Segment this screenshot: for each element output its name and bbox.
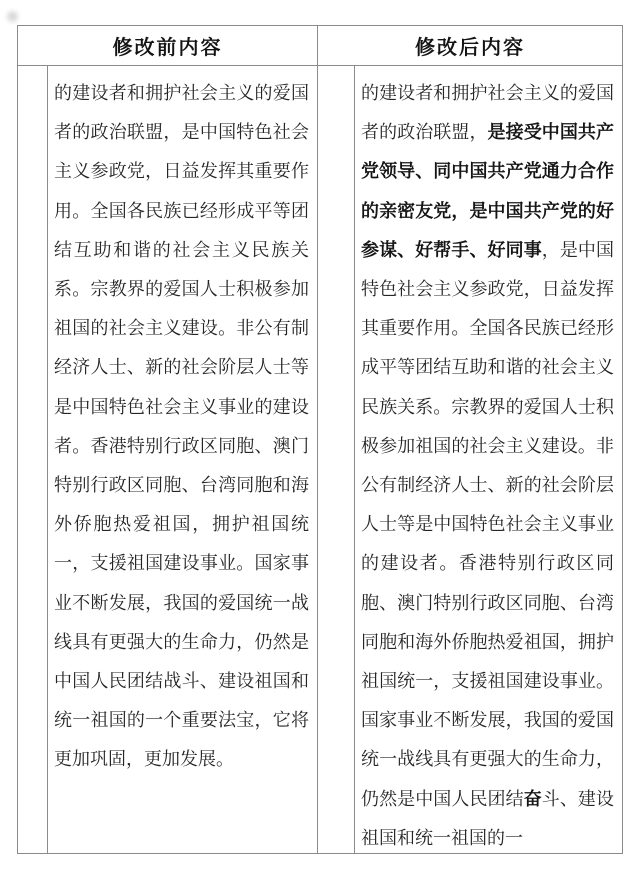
after-text-cell <box>355 66 622 853</box>
scan-artifact <box>7 11 18 22</box>
before-gutter-cell <box>18 66 48 853</box>
body-text-segment: ，是中国特色社会主义参政党，日益发挥其重要作用。全国各民族已经形成平等团结互助和谐的社会主义民族关系。宗教界的爱国人士积极参加祖国的社会主义建设。非公有制经济人士、新的社会阶层人士等是中国特色社会主义事业的建设者。香港特别行政区同胞、澳门特别行政区同胞、台湾同胞和海外侨胞热爱祖国，拥护祖国统一，支援祖国建设事业。国家事业不断发展，我国的爱国统一战线具有更强大的生命力，仍然是中国人民团结 <box>361 239 615 809</box>
inserted-text-segment: 是接受中国共产党领导、同中国共产党通力合作的亲密友党，是中国共产党的好参谋、好帮手、好同事 <box>361 122 615 260</box>
before-text-cell <box>48 66 318 853</box>
header-cell-after: 修改后内容 <box>318 26 622 66</box>
body-text-segment: 的建设者和拥护社会主义的爱国者的政治联盟，是中国特色社会主义参政党，日益发挥其重要作用。全国各民族已经形成平等团结互助和谐的社会主义民族关系。宗教界的爱国人士积极参加祖国的社会主义建设。非公有制经济人士、新的社会阶层人士等是中国特色社会主义事业的建设者。香港特别行政区同胞、澳门特别行政区同胞、台湾同胞和海外侨胞热爱祖国，拥护祖国统一，支援祖国建设事业。国家事业不断发展，我国的爱国统一战线具有更强大的生命力，仍然是中国人民团结战斗、建设祖国和统一祖国的一个重要法宝，它将更加巩固，更加发展。 <box>54 83 309 770</box>
inserted-text-segment: 奋 <box>523 788 542 809</box>
body-text-segment: 的建设者和拥护社会主义的爱国者的政治联盟， <box>361 83 614 143</box>
body-text-segment: 斗、建设祖国和统一祖国的一 <box>361 788 615 848</box>
revision-comparison-table <box>17 25 623 854</box>
after-gutter-cell <box>318 66 355 853</box>
header-cell-before: 修改前内容 <box>18 26 318 66</box>
